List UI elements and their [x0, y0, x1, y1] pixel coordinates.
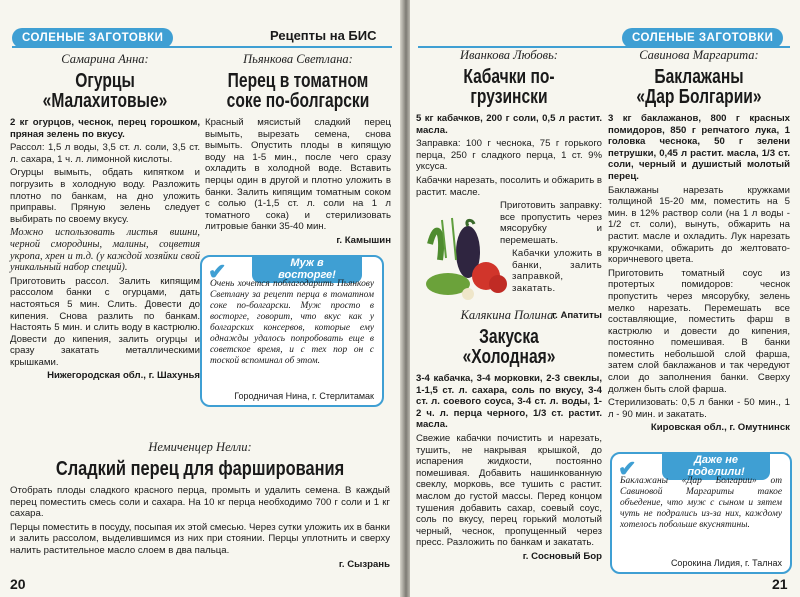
recipe-signature: Нижегородская обл., г. Шахунья	[47, 370, 200, 382]
step: Стерилизовать: 0,5 л банки - 50 мин., 1 л - 90 мин. и закатать.	[608, 397, 790, 420]
recipe-title: Сладкий перец для фарширования	[55, 458, 345, 480]
page-number: 21	[772, 576, 788, 592]
recipe-signature: г. Апатиты	[552, 310, 602, 322]
right-page	[410, 0, 800, 597]
section-tag: СОЛЕНЫЕ ЗАГОТОВКИ	[12, 28, 173, 48]
recipe-stuffing-pepper	[10, 440, 390, 570]
ingredients: 2 кг огурцов, чеснок, перец горошком, пряная зелень по вкусу.	[10, 117, 200, 140]
recipe-title: Перец в томатном соке по-болгарски	[226, 70, 370, 112]
section-tag: СОЛЕНЫЕ ЗАГОТОВКИ	[622, 28, 783, 48]
header-rule	[12, 46, 392, 48]
recipe-signature: г. Сосновый Бор	[522, 550, 602, 562]
step: Приготовить заправку: все пропустить через мясорубку и перемешать.	[500, 200, 602, 246]
recipe-author: Калякина Полина:	[460, 308, 558, 322]
recipe-signature: г. Камышин	[336, 234, 391, 246]
ingredients: 3 кг баклажанов, 800 г красных помидоров, 850 г репчатого лука, 1 головка чеснока, 50 г зелени петрушки, 0,45 л растит. масла, 1/3 ст. соли, черный и душистый молотый перец.	[608, 113, 790, 182]
pepper	[430, 231, 441, 260]
recipe-eggplant	[608, 48, 790, 433]
step: Красный мясистый сладкий перец вымыть, вырезать семена, снова вымыть. Опустить плоды в кипящую воду на 1-5 мин., после чего сразу охладить в холодной воде. Вставить перцы один в другой и плотно уложить в банки. Залить кипящим томатным соком с солью (1-1,5 ст. л. соли на 1 л томатного сока) и стерилизовать литровые банки 35-40 мин.	[205, 117, 391, 233]
recipe-author: Самарина Анна:	[61, 52, 149, 66]
recipe-pepper-tomato	[205, 52, 391, 246]
vegetables-illustration	[416, 200, 512, 304]
step: Свежие кабачки почистить и нарезать, тушить, не накрывая крышкой, до испарения жидкости, постоянно помешивая. Добавить нашинкованную свеклу, морковь, все тушить с растит. маслом до густой массы. Перед концом тушения добавить сахар, соевый соус, соль по вкусу, перец горький молотый черный, чеснок, пропущенный через пресс. Разложить по банкам и закатать.	[416, 432, 602, 549]
ingredients: 5 кг кабачков, 200 г соли, 0,5 л растит. масла.	[416, 113, 602, 136]
recipe-author: Савинова Маргарита:	[639, 48, 759, 62]
dressing: Заправка: 100 г чеснока, 75 г горького перца, 250 г сладкого перца, 1 ст. 9% уксуса.	[416, 138, 602, 173]
recipe-title: Закуска «Холодная»	[462, 326, 556, 368]
step: Приготовить рассол. Залить кипящим рассолом банки с огурцами, дать настояться 5 мин. Слить. Довести до кипения. Снова разлить по банкам. Настоять 5 мин. и слить воду в кастрюлю. Довести до кипения, залить огурцы и сразу закатать металлическими крышками.	[10, 275, 200, 368]
box-text: Очень хочется поблагодарить Пьянкову Светлану за рецепт перца в томатном соке по-болгарски. Муж просто в восторге, говорит, что вкус как у болгарских консервов, которые ему однажды удалось попробовать еще в советское время, и с тех пор он с тоской вспоминал об этом.	[210, 279, 374, 366]
garlic	[462, 288, 474, 300]
reader-box	[200, 255, 384, 407]
recipe-title: Огурцы «Малахитовые»	[42, 70, 168, 112]
box-signature: Городничая Нина, г. Стерлитамак	[234, 391, 374, 401]
tomato	[489, 275, 507, 293]
recipe-author: Иванкова Любовь:	[460, 48, 558, 62]
step: Отобрать плоды сладкого красного перца, промыть и удалить семена. В каждый перец поместить смесь соли и сахара. На 10 кг перца необходимо 700 г соли и 1 кг сахара.	[10, 485, 390, 520]
box-text: Баклажаны «Дар Болгарии» от Савиновой Маргариты такое объедение, что муж с сыном и зятем чуть не подрались из-за них, каждому хотелось побольше вкуснятины.	[620, 476, 782, 530]
recipe-title: Кабачки по-грузински	[463, 66, 555, 108]
checkmark-icon: ✔	[618, 456, 637, 481]
step: Кабачки уложить в банки, залить заправкой, закатать.	[512, 248, 602, 294]
step: Перцы поместить в посуду, посыпая их этой смесью. Через сутки уложить их в банки и залить рассолом, выделившимся из них при стоянии. Перцы уплотнить и сверху налить растительное масло слоем в два пальца.	[10, 521, 390, 556]
recipe-author: Пьянкова Светлана:	[243, 52, 353, 66]
recipe-signature: Кировская обл., г. Омутнинск	[650, 422, 790, 434]
recipe-signature: г. Сызрань	[338, 558, 390, 570]
box-signature: Сорокина Лидия, г. Талнах	[670, 558, 782, 568]
box-heading: Муж в восторге!	[252, 255, 362, 283]
recipe-cold-snack	[416, 308, 602, 562]
checkmark-icon: ✔	[208, 259, 227, 284]
step: Кабачки нарезать, посолить и обжарить в растит. масле.	[416, 174, 602, 198]
recipe-cucumbers	[10, 52, 200, 381]
recipe-title: Баклажаны «Дар Болгарии»	[636, 66, 762, 108]
page-number: 20	[10, 576, 26, 592]
step: Баклажаны нарезать кружками толщиной 15-20 мм, поместить на 5 мин. в 12% раствор соли (на 1 л воды - 1/2 ст. соли), вынуть, обжарить на растит. масле и охладить. Лук нарезать кружочками, обжарить до желтовато-коричневого цвета.	[608, 184, 790, 266]
rubric: Рецепты на БИС	[270, 28, 377, 43]
herbs	[442, 218, 456, 260]
recipe-author: Немиченцер Нелли:	[148, 440, 252, 454]
step: Приготовить томатный соус из протертых помидоров: чеснок пропустить через мясорубку, зелень мелко нарезать. Перемешать все составляющие, поместить фарш в кастрюлю и довести до кипения, постоянно помешивая. В банки поместить небольшой слой фарша, затем слой баклажанов и так чередуют слои до заполнения банки. Сверху должен быть слой фарша.	[608, 267, 790, 395]
step: Огурцы вымыть, обдать кипятком и погрузить в холодную воду. Разложить плотно по банкам, на дно уложить приправы. Пряную зелень следует выбирать по своему вкусу.	[10, 167, 200, 225]
note: Можно использовать листья вишни, черной смородины, малины, соцветия укропа, хрен и т.д. (у каждой хозяйки свой уникальный набор специй).	[10, 227, 200, 274]
brine: Рассол: 1,5 л воды, 3,5 ст. л. соли, 3,5 ст. л. сахара, 1 ч. л. лимонной кислоты.	[10, 142, 200, 165]
recipe-zucchini-georgian	[416, 48, 602, 321]
ingredients: 3-4 кабачка, 3-4 морковки, 2-3 свеклы, 1-1,5 ст. л. сахара, соль по вкусу, 3-4 ст. л. соевого соуса, 3-4 ст. л. воды, 1-2 ч. л. перца черного, 1/3 ст. растит. масла.	[416, 373, 602, 431]
box-heading: Даже не поделили!	[662, 452, 770, 480]
reader-box	[610, 452, 792, 574]
